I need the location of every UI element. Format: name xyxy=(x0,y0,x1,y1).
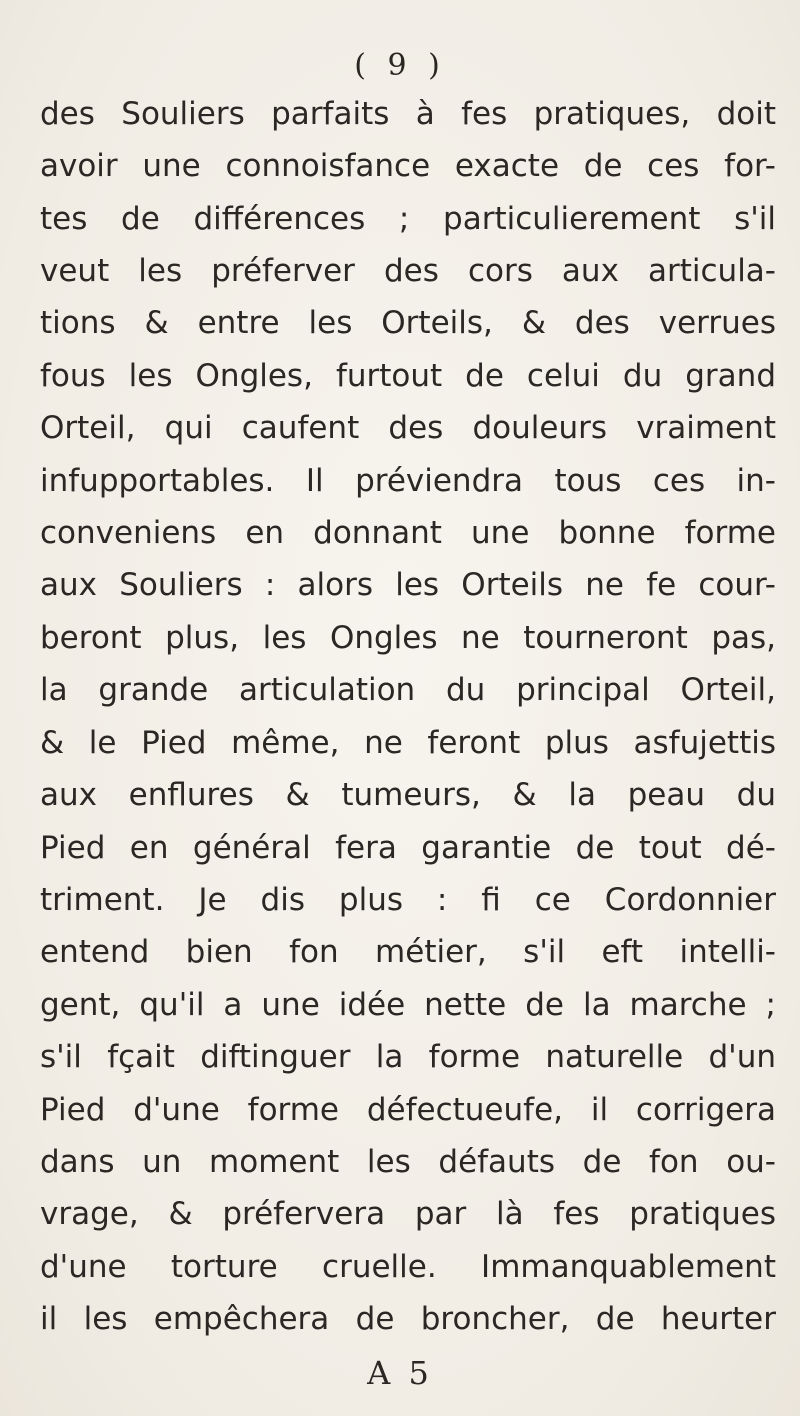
text-line: tions & entre les Orteils, & des verrues xyxy=(40,305,776,341)
text-line: des Souliers parfaits à fes pratiques, doit xyxy=(40,96,776,132)
text-line: la grande articulation du principal Orteil, xyxy=(40,672,776,708)
text-line: Pied d'une forme défectueufe, il corrigera xyxy=(40,1092,776,1128)
text-line: tes de différences ; particulierement s'il xyxy=(40,201,776,237)
text-line: entend bien fon métier, s'il eft intelli- xyxy=(40,934,776,970)
text-line: il les empêchera de broncher, de heurter xyxy=(40,1301,776,1337)
text-line: & le Pied même, ne feront plus asfujettis xyxy=(40,725,776,761)
text-line: Orteil, qui caufent des douleurs vraiment xyxy=(40,410,776,446)
page-number: ( 9 ) xyxy=(354,48,446,83)
text-line: fous les Ongles, furtout de celui du grand xyxy=(40,358,776,394)
text-line: aux Souliers : alors les Orteils ne fe cour- xyxy=(40,567,776,603)
text-line: beront plus, les Ongles ne tourneront pas, xyxy=(40,620,776,656)
text-line: s'il fçait diftinguer la forme naturelle d'un xyxy=(40,1039,776,1075)
text-line: triment. Je dis plus : fi ce Cordonnier xyxy=(40,882,776,918)
text-line: d'une torture cruelle. Immanquablement xyxy=(40,1249,776,1285)
text-line: gent, qu'il a une idée nette de la marche ; xyxy=(40,987,776,1023)
text-line: dans un moment les défauts de fon ou- xyxy=(40,1144,776,1180)
text-line: avoir une connoisfance exacte de ces for- xyxy=(40,148,776,184)
text-line: vrage, & préfervera par là fes pratiques xyxy=(40,1196,776,1232)
text-line: Pied en général fera garantie de tout dé- xyxy=(40,830,776,866)
signature-mark: A 5 xyxy=(367,1354,433,1392)
text-line: conveniens en donnant une bonne forme xyxy=(40,515,776,551)
text-line: veut les préferver des cors aux articula- xyxy=(40,253,776,289)
text-line: aux enflures & tumeurs, & la peau du xyxy=(40,777,776,813)
text-line: infupportables. Il préviendra tous ces in- xyxy=(40,463,776,499)
